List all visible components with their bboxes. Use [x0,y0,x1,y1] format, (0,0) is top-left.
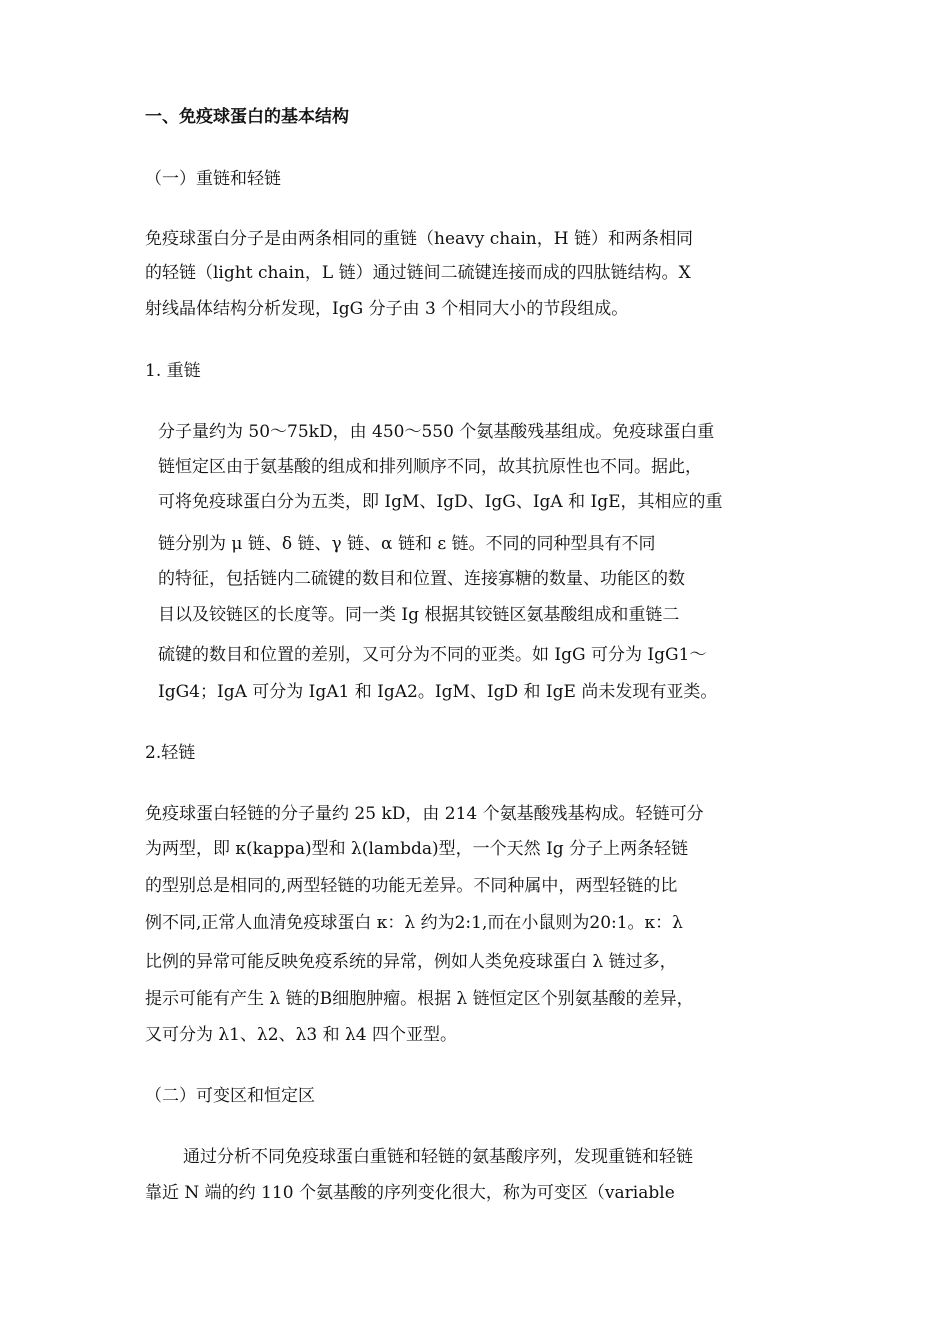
section2-title: （二）可变区和恒定区 [145,1086,315,1106]
main-heading: 一、免疫球蛋白的基本结构 [145,107,349,127]
paragraph-line: 链恒定区由于氨基酸的组成和排列顺序不同，故其抗原性也不同。据此， [158,457,702,477]
paragraph-line: 链分别为 μ 链、δ 链、γ 链、α 链和 ε 链。不同的同种型具有不同 [158,534,656,554]
paragraph-line: 为两型，即 κ(kappa)型和 λ(lambda)型，一个天然 Ig 分子上两条轻链 [145,839,689,859]
paragraph-line: 免疫球蛋白分子是由两条相同的重链（heavy chain，H 链）和两条相同 [145,229,693,249]
paragraph-line: 通过分析不同免疫球蛋白重链和轻链的氨基酸序列，发现重链和轻链 [183,1147,693,1167]
paragraph-line: 的轻链（light chain，L 链）通过链间二硫键连接而成的四肽链结构。X [145,263,691,283]
paragraph-line: 又可分为 λ1、λ2、λ3 和 λ4 四个亚型。 [145,1025,457,1045]
paragraph-line: IgG4；IgA 可分为 IgA1 和 IgA2。IgM、IgD 和 IgE 尚未发现有亚类。 [158,682,718,702]
paragraph-line: 射线晶体结构分析发现，IgG 分子由 3 个相同大小的节段组成。 [145,299,629,319]
section1-title: （一）重链和轻链 [145,169,281,189]
paragraph-line: 提示可能有产生 λ 链的B细胞肿瘤。根据 λ 链恒定区个别氨基酸的差异， [145,989,694,1009]
subsection-heavy-chain-title: 1. 重链 [145,361,201,381]
paragraph-line: 比例的异常可能反映免疫系统的异常，例如人类免疫球蛋白 λ 链过多， [145,952,677,972]
paragraph-line: 例不同,正常人血清免疫球蛋白 κ：λ 约为2:1,而在小鼠则为20:1。κ：λ [145,913,683,933]
paragraph-line: 免疫球蛋白轻链的分子量约 25 kD，由 214 个氨基酸残基构成。轻链可分 [145,804,704,824]
paragraph-line: 可将免疫球蛋白分为五类，即 IgM、IgD、IgG、IgA 和 IgE，其相应的重 [158,492,723,512]
subsection-light-chain-title: 2.轻链 [145,743,196,763]
paragraph-line: 硫键的数目和位置的差别，又可分为不同的亚类。如 IgG 可分为 IgG1～ [158,645,707,665]
paragraph-line: 分子量约为 50～75kD，由 450～550 个氨基酸残基组成。免疫球蛋白重 [158,422,715,442]
paragraph-line: 目以及铰链区的长度等。同一类 Ig 根据其铰链区氨基酸组成和重链二 [158,605,680,625]
paragraph-line: 的型别总是相同的,两型轻链的功能无差异。不同种属中，两型轻链的比 [145,876,678,896]
paragraph-line: 靠近 N 端的约 110 个氨基酸的序列变化很大，称为可变区（variable [145,1183,675,1203]
paragraph-line: 的特征，包括链内二硫键的数目和位置、连接寡糖的数量、功能区的数 [158,569,685,589]
